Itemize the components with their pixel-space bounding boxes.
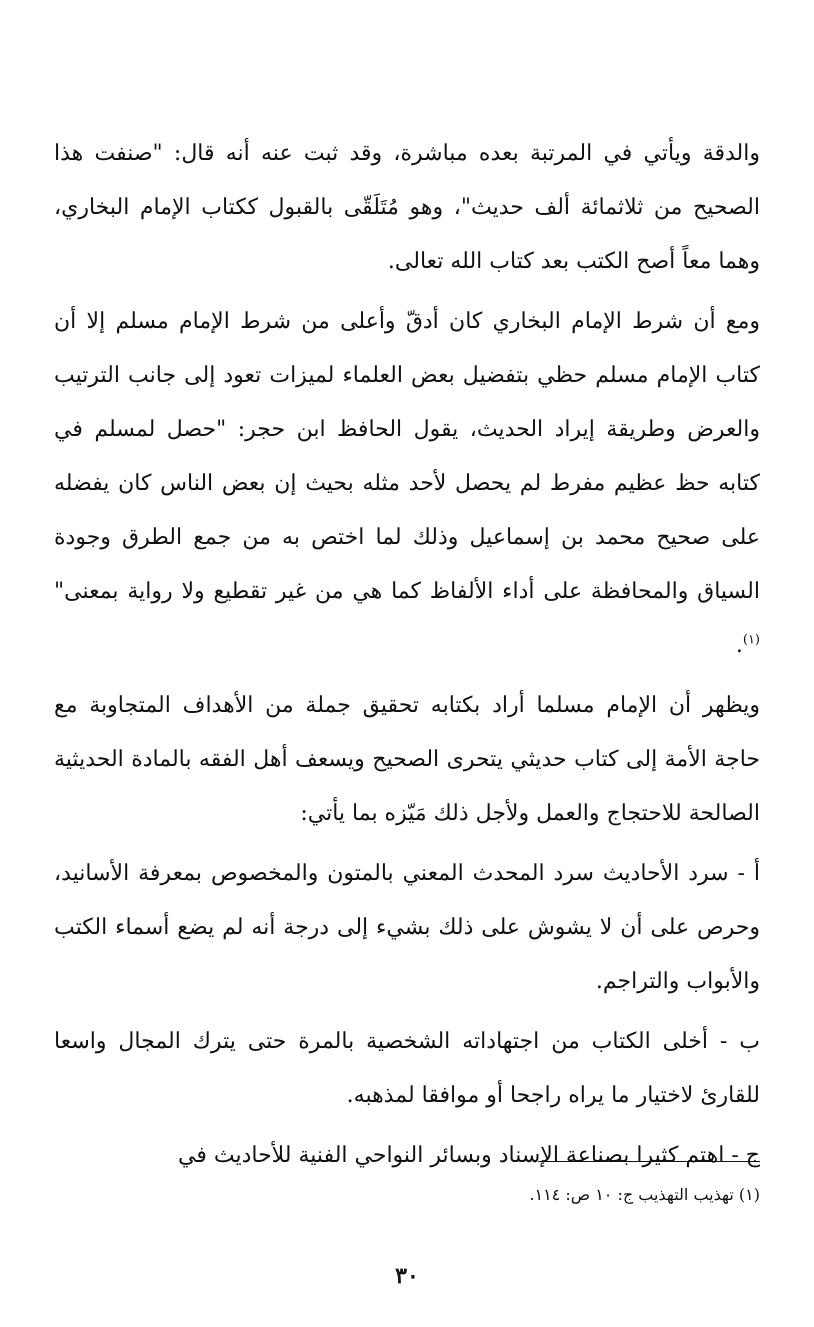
list-item-a-text: أ - سرد الأحاديث سرد المحدث المعني بالمتون والمخصوص بمعرفة الأسانيد، وحرص على أن لا يشوش على ذلك بشيء إلى درجة أنه لم يضع أسماء الكتب والأبواب والتراجم.: [54, 861, 760, 994]
footnote-reference: (١): [742, 632, 760, 648]
list-item-a: [54, 847, 760, 1009]
body-text: [54, 127, 760, 1189]
list-item-b-text: ب - أخلى الكتاب من اجتهاداته الشخصية بالمرة حتى يترك المجال واسعا للقارئ لاختيار ما يراه راجحا أو موافقا لمذهبه.: [54, 1029, 760, 1108]
paragraph-3: [54, 679, 760, 841]
list-item-b: [54, 1015, 760, 1123]
paragraph-3-text: ويظهر أن الإمام مسلما أراد بكتابه تحقيق جملة من الأهداف المتجاوبة مع حاجة الأمة إلى كتاب حديثي يتحرى الصحيح ويسعف أهل الفقه بالمادة الحديثية الصالحة للاحتجاج والعمل ولأجل ذلك مَيّزه بما يأتي:: [54, 693, 761, 826]
paragraph-2: [54, 295, 760, 673]
paragraph-2-text: ومع أن شرط الإمام البخاري كان أدقّ وأعلى من شرط الإمام مسلم إلا أن كتاب الإمام مسلم حظي بتفضيل بعض العلماء لميزات تعود إلى جانب الترتيب والعرض وطريقة إيراد الحديث، يقول الحافظ ابن حجر: "حصل لمسلم في كتابه حظ عظيم مفرط لم يحصل لأحد مثله بحيث إن بعض الناس كان يفضله على صحيح محمد بن إسماعيل وذلك لما اختص به من جمع الطرق وجودة السياق والمحافظة على أداء الألفاظ كما هي من غير تقطيع ولا رواية بمعنى": [54, 309, 761, 604]
list-item-c: [54, 1129, 760, 1183]
paragraph-2-tail: .: [735, 633, 743, 658]
paragraph-1: [54, 127, 760, 289]
paragraph-1-text: والدقة ويأتي في المرتبة بعده مباشرة، وقد ثبت عنه أنه قال: "صنفت هذا الصحيح من ثلاثمائة ألف حديث"، وهو مُتَلَقّى بالقبول ككتاب الإمام البخاري، وهما معاً أصح الكتب بعد كتاب الله تعالى.: [54, 141, 760, 274]
footnote-divider: [538, 1161, 760, 1162]
list-item-c-text: ج - اهتم كثيرا بصناعة الإسناد وبسائر النواحي الفنية للأحاديث في: [178, 1143, 760, 1168]
page-number: ٣٠: [395, 1263, 419, 1289]
footnote: (١) تهذيب التهذيب ج: ١٠ ص: ١١٤.: [529, 1185, 760, 1204]
